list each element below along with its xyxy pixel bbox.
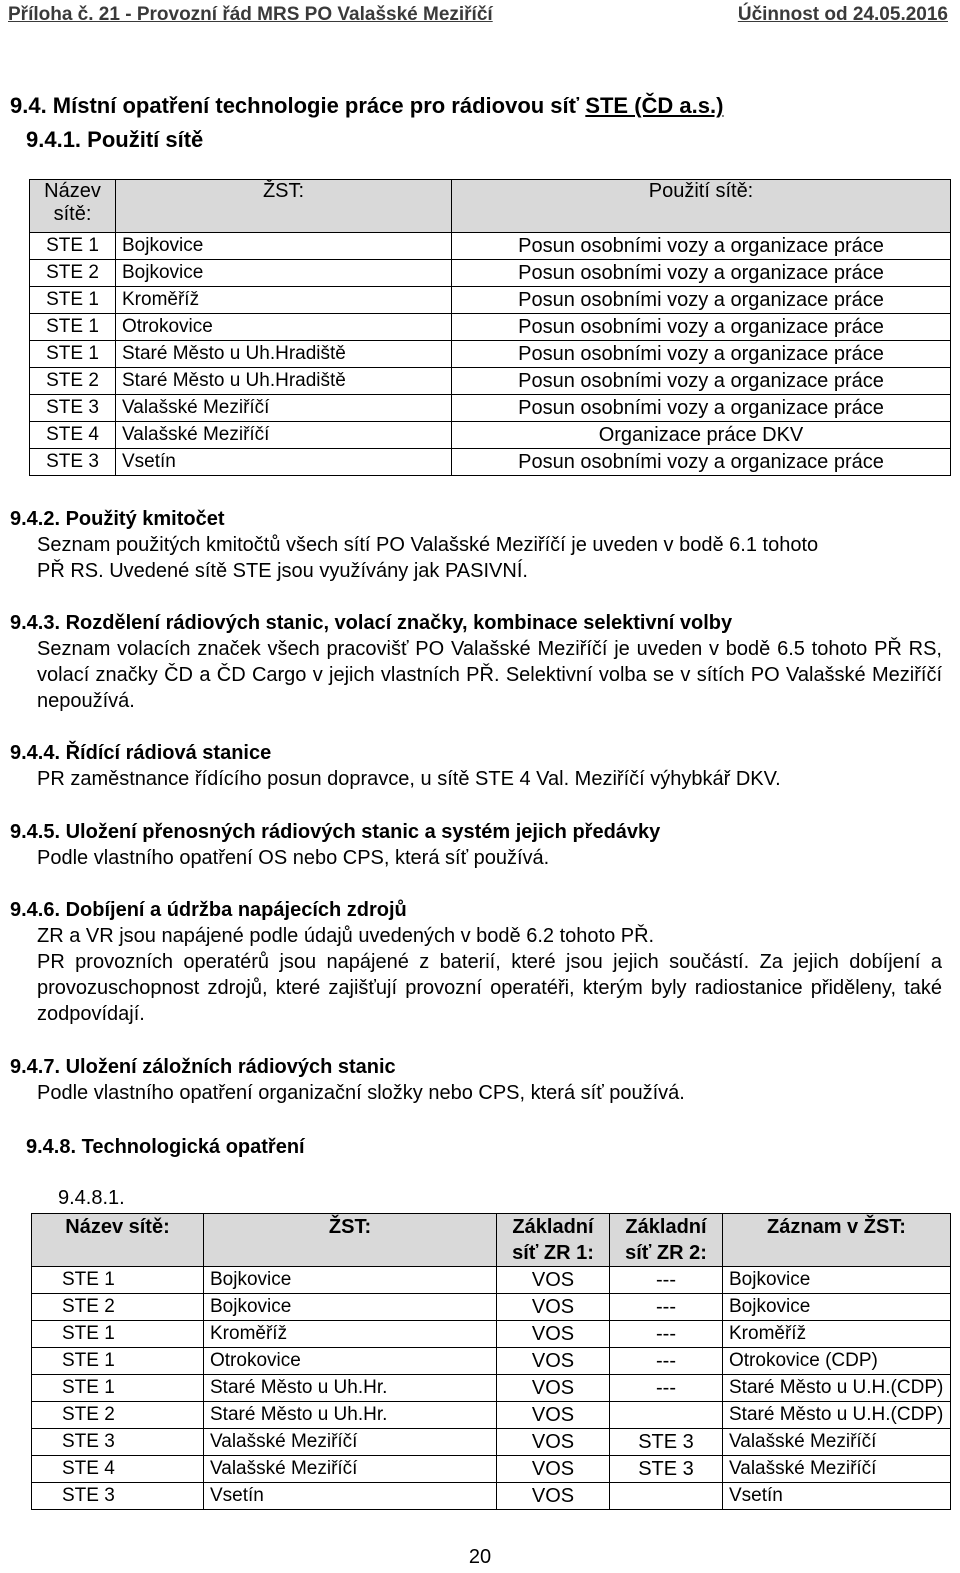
table-row [32, 1402, 951, 1429]
table-row [32, 1267, 951, 1294]
cell-usage: Posun osobními vozy a organizace práce [452, 368, 951, 395]
table-row [32, 1483, 951, 1510]
cell-usage: Posun osobními vozy a organizace práce [452, 395, 951, 422]
technology-table [31, 1213, 951, 1510]
cell-network: STE 4 [30, 422, 116, 449]
table-row [30, 395, 951, 422]
cell-base-net-2 [610, 1483, 723, 1510]
cell-station: Staré Město u Uh.Hr. [204, 1375, 497, 1402]
heading-technology: 9.4.8. Technologická opatření [26, 1136, 305, 1158]
cell-station: Staré Město u Uh.Hradiště [116, 341, 452, 368]
cell-base-net-1: VOS [497, 1375, 610, 1402]
control-station-text: PR zaměstnance řídícího posun dopravce, u sítě STE 4 Val. Meziříčí výhybkář DKV. [37, 768, 781, 790]
cell-usage: Posun osobními vozy a organizace práce [452, 260, 951, 287]
cell-base-net-1: VOS [497, 1348, 610, 1375]
cell-usage: Posun osobními vozy a organizace práce [452, 233, 951, 260]
cell-network: STE 1 [30, 287, 116, 314]
column-header-station: ŽST: [204, 1214, 497, 1267]
cell-base-net-2: --- [610, 1321, 723, 1348]
cell-network: STE 3 [32, 1429, 204, 1456]
cell-base-net-2: --- [610, 1348, 723, 1375]
cell-station: Otrokovice [116, 314, 452, 341]
cell-network: STE 1 [32, 1375, 204, 1402]
cell-network: STE 4 [32, 1456, 204, 1483]
charging-text-line1: ZR a VR jsou napájené podle údajů uvedených v bodě 6.2 tohoto PŘ. [37, 925, 655, 947]
cell-base-net-1: VOS [497, 1456, 610, 1483]
column-header-network: Název sítě: [30, 180, 116, 233]
header-effective-date: Účinnost od 24.05.2016 [737, 4, 948, 25]
table-row [32, 1456, 951, 1483]
cell-usage: Organizace práce DKV [452, 422, 951, 449]
page-header [8, 4, 952, 26]
network-usage-table [29, 179, 951, 476]
section-title-network: STE (ČD a.s.) [585, 93, 724, 118]
cell-base-net-1: VOS [497, 1483, 610, 1510]
cell-network: STE 2 [32, 1402, 204, 1429]
cell-station: Valašské Meziříčí [116, 395, 452, 422]
cell-record: Staré Město u U.H.(CDP) [723, 1402, 951, 1429]
cell-network: STE 1 [30, 341, 116, 368]
cell-station: Bojkovice [116, 260, 452, 287]
cell-base-net-1: VOS [497, 1321, 610, 1348]
cell-network: STE 1 [32, 1321, 204, 1348]
cell-station: Staré Město u Uh.Hr. [204, 1402, 497, 1429]
cell-station: Bojkovice [204, 1294, 497, 1321]
cell-network: STE 1 [30, 314, 116, 341]
column-header-base-net-2: Základní síť ZR 2: [610, 1214, 723, 1267]
cell-network: STE 2 [30, 368, 116, 395]
table-row [32, 1375, 951, 1402]
column-header-network: Název sítě: [32, 1214, 204, 1267]
cell-base-net-2: --- [610, 1294, 723, 1321]
column-header-record: Záznam v ŽST: [723, 1214, 951, 1267]
cell-base-net-1: VOS [497, 1402, 610, 1429]
cell-record: Vsetín [723, 1483, 951, 1510]
section-frequency [10, 506, 818, 584]
cell-usage: Posun osobními vozy a organizace práce [452, 287, 951, 314]
section-title [10, 93, 723, 119]
cell-usage: Posun osobními vozy a organizace práce [452, 341, 951, 368]
cell-record: Kroměříž [723, 1321, 951, 1348]
frequency-text-line2: PŘ RS. Uvedené sítě STE jsou využívány jak PASIVNÍ. [37, 560, 528, 582]
subsection-title: 9.4.1. Použití sítě [26, 127, 204, 152]
cell-station: Valašské Meziříčí [116, 422, 452, 449]
cell-network: STE 1 [30, 233, 116, 260]
cell-base-net-1: VOS [497, 1429, 610, 1456]
cell-record: Otrokovice (CDP) [723, 1348, 951, 1375]
table-row [32, 1321, 951, 1348]
cell-usage: Posun osobními vozy a organizace práce [452, 449, 951, 476]
cell-base-net-2: --- [610, 1375, 723, 1402]
table-row [32, 1429, 951, 1456]
cell-station: Kroměříž [116, 287, 452, 314]
cell-network: STE 2 [30, 260, 116, 287]
section-title-text: 9.4. Místní opatření technologie práce pro rádiovou síť [10, 93, 586, 118]
table-row [32, 1348, 951, 1375]
cell-base-net-2: STE 3 [610, 1456, 723, 1483]
heading-station-distribution: 9.4.3. Rozdělení rádiových stanic, volací značky, kombinace selektivní volby [10, 612, 733, 634]
table-header-row [30, 180, 951, 233]
table-row [30, 233, 951, 260]
station-distribution-text: Seznam volacích značek všech pracovišť PO Valašské Meziříčí je uveden v bodě 6.5 tohoto PŘ RS, volací značky ČD a ČD Cargo v jejich vlastních PŘ. Selektivní volba se v sítích PO Valašské Meziříčí nepoužívá. [37, 638, 942, 712]
cell-base-net-2: --- [610, 1267, 723, 1294]
cell-record: Valašské Meziříčí [723, 1456, 951, 1483]
cell-station: Valašské Meziříčí [204, 1456, 497, 1483]
table-row [30, 449, 951, 476]
cell-station: Vsetín [204, 1483, 497, 1510]
cell-record: Bojkovice [723, 1267, 951, 1294]
cell-station: Vsetín [116, 449, 452, 476]
table-row [30, 287, 951, 314]
cell-station: Valašské Meziříčí [204, 1429, 497, 1456]
section-station-distribution [10, 610, 942, 714]
table-row [30, 260, 951, 287]
table-row [32, 1294, 951, 1321]
cell-station: Bojkovice [116, 233, 452, 260]
subsection-number: 9.4.8.1. [58, 1187, 125, 1209]
column-header-base-net-1: Základní síť ZR 1: [497, 1214, 610, 1267]
backup-stations-text: Podle vlastního opatření organizační složky nebo CPS, která síť používá. [37, 1082, 685, 1104]
cell-record: Valašské Meziříčí [723, 1429, 951, 1456]
column-header-usage: Použití sítě: [452, 180, 951, 233]
cell-base-net-2 [610, 1402, 723, 1429]
column-header-station: ŽST: [116, 180, 452, 233]
cell-record: Staré Město u U.H.(CDP) [723, 1375, 951, 1402]
section-charging [10, 897, 942, 1027]
cell-base-net-1: VOS [497, 1294, 610, 1321]
heading-frequency: 9.4.2. Použitý kmitočet [10, 508, 225, 530]
heading-control-station: 9.4.4. Řídící rádiová stanice [10, 742, 272, 764]
frequency-text-line1: Seznam použitých kmitočtů všech sítí PO Valašské Meziříčí je uveden v bodě 6.1 tohoto [37, 534, 819, 556]
section-backup-stations [10, 1054, 685, 1106]
cell-network: STE 2 [32, 1294, 204, 1321]
page-number: 20 [468, 1546, 492, 1568]
heading-charging: 9.4.6. Dobíjení a údržba napájecích zdrojů [10, 899, 407, 921]
cell-station: Otrokovice [204, 1348, 497, 1375]
cell-station: Staré Město u Uh.Hradiště [116, 368, 452, 395]
cell-network: STE 1 [32, 1348, 204, 1375]
cell-network: STE 1 [32, 1267, 204, 1294]
cell-network: STE 3 [30, 395, 116, 422]
section-technology [26, 1134, 305, 1160]
charging-text: PR provozních operatérů jsou napájené z baterií, které jsou jejich součástí. Za jejich dobíjení a provozuschopnost zdrojů, které zajišťují provozní operatéři, kterým byly radiostanice přiděleny, také zodpovídají. [37, 951, 942, 1025]
section-control-station [10, 740, 781, 792]
cell-network: STE 3 [32, 1483, 204, 1510]
cell-usage: Posun osobními vozy a organizace práce [452, 314, 951, 341]
table-row [30, 368, 951, 395]
cell-base-net-2: STE 3 [610, 1429, 723, 1456]
table-row [30, 422, 951, 449]
heading-storage: 9.4.5. Uložení přenosných rádiových stanic a systém jejich předávky [10, 821, 661, 843]
heading-backup-stations: 9.4.7. Uložení záložních rádiových stanic [10, 1056, 396, 1078]
table-header-row [32, 1214, 951, 1267]
cell-station: Kroměříž [204, 1321, 497, 1348]
table-row [30, 341, 951, 368]
storage-text: Podle vlastního opatření OS nebo CPS, která síť používá. [37, 847, 550, 869]
cell-station: Bojkovice [204, 1267, 497, 1294]
cell-record: Bojkovice [723, 1294, 951, 1321]
section-storage [10, 819, 660, 871]
cell-network: STE 3 [30, 449, 116, 476]
cell-base-net-1: VOS [497, 1267, 610, 1294]
table-row [30, 314, 951, 341]
header-document-title: Příloha č. 21 - Provozní řád MRS PO Valašské Meziříčí [8, 4, 493, 25]
